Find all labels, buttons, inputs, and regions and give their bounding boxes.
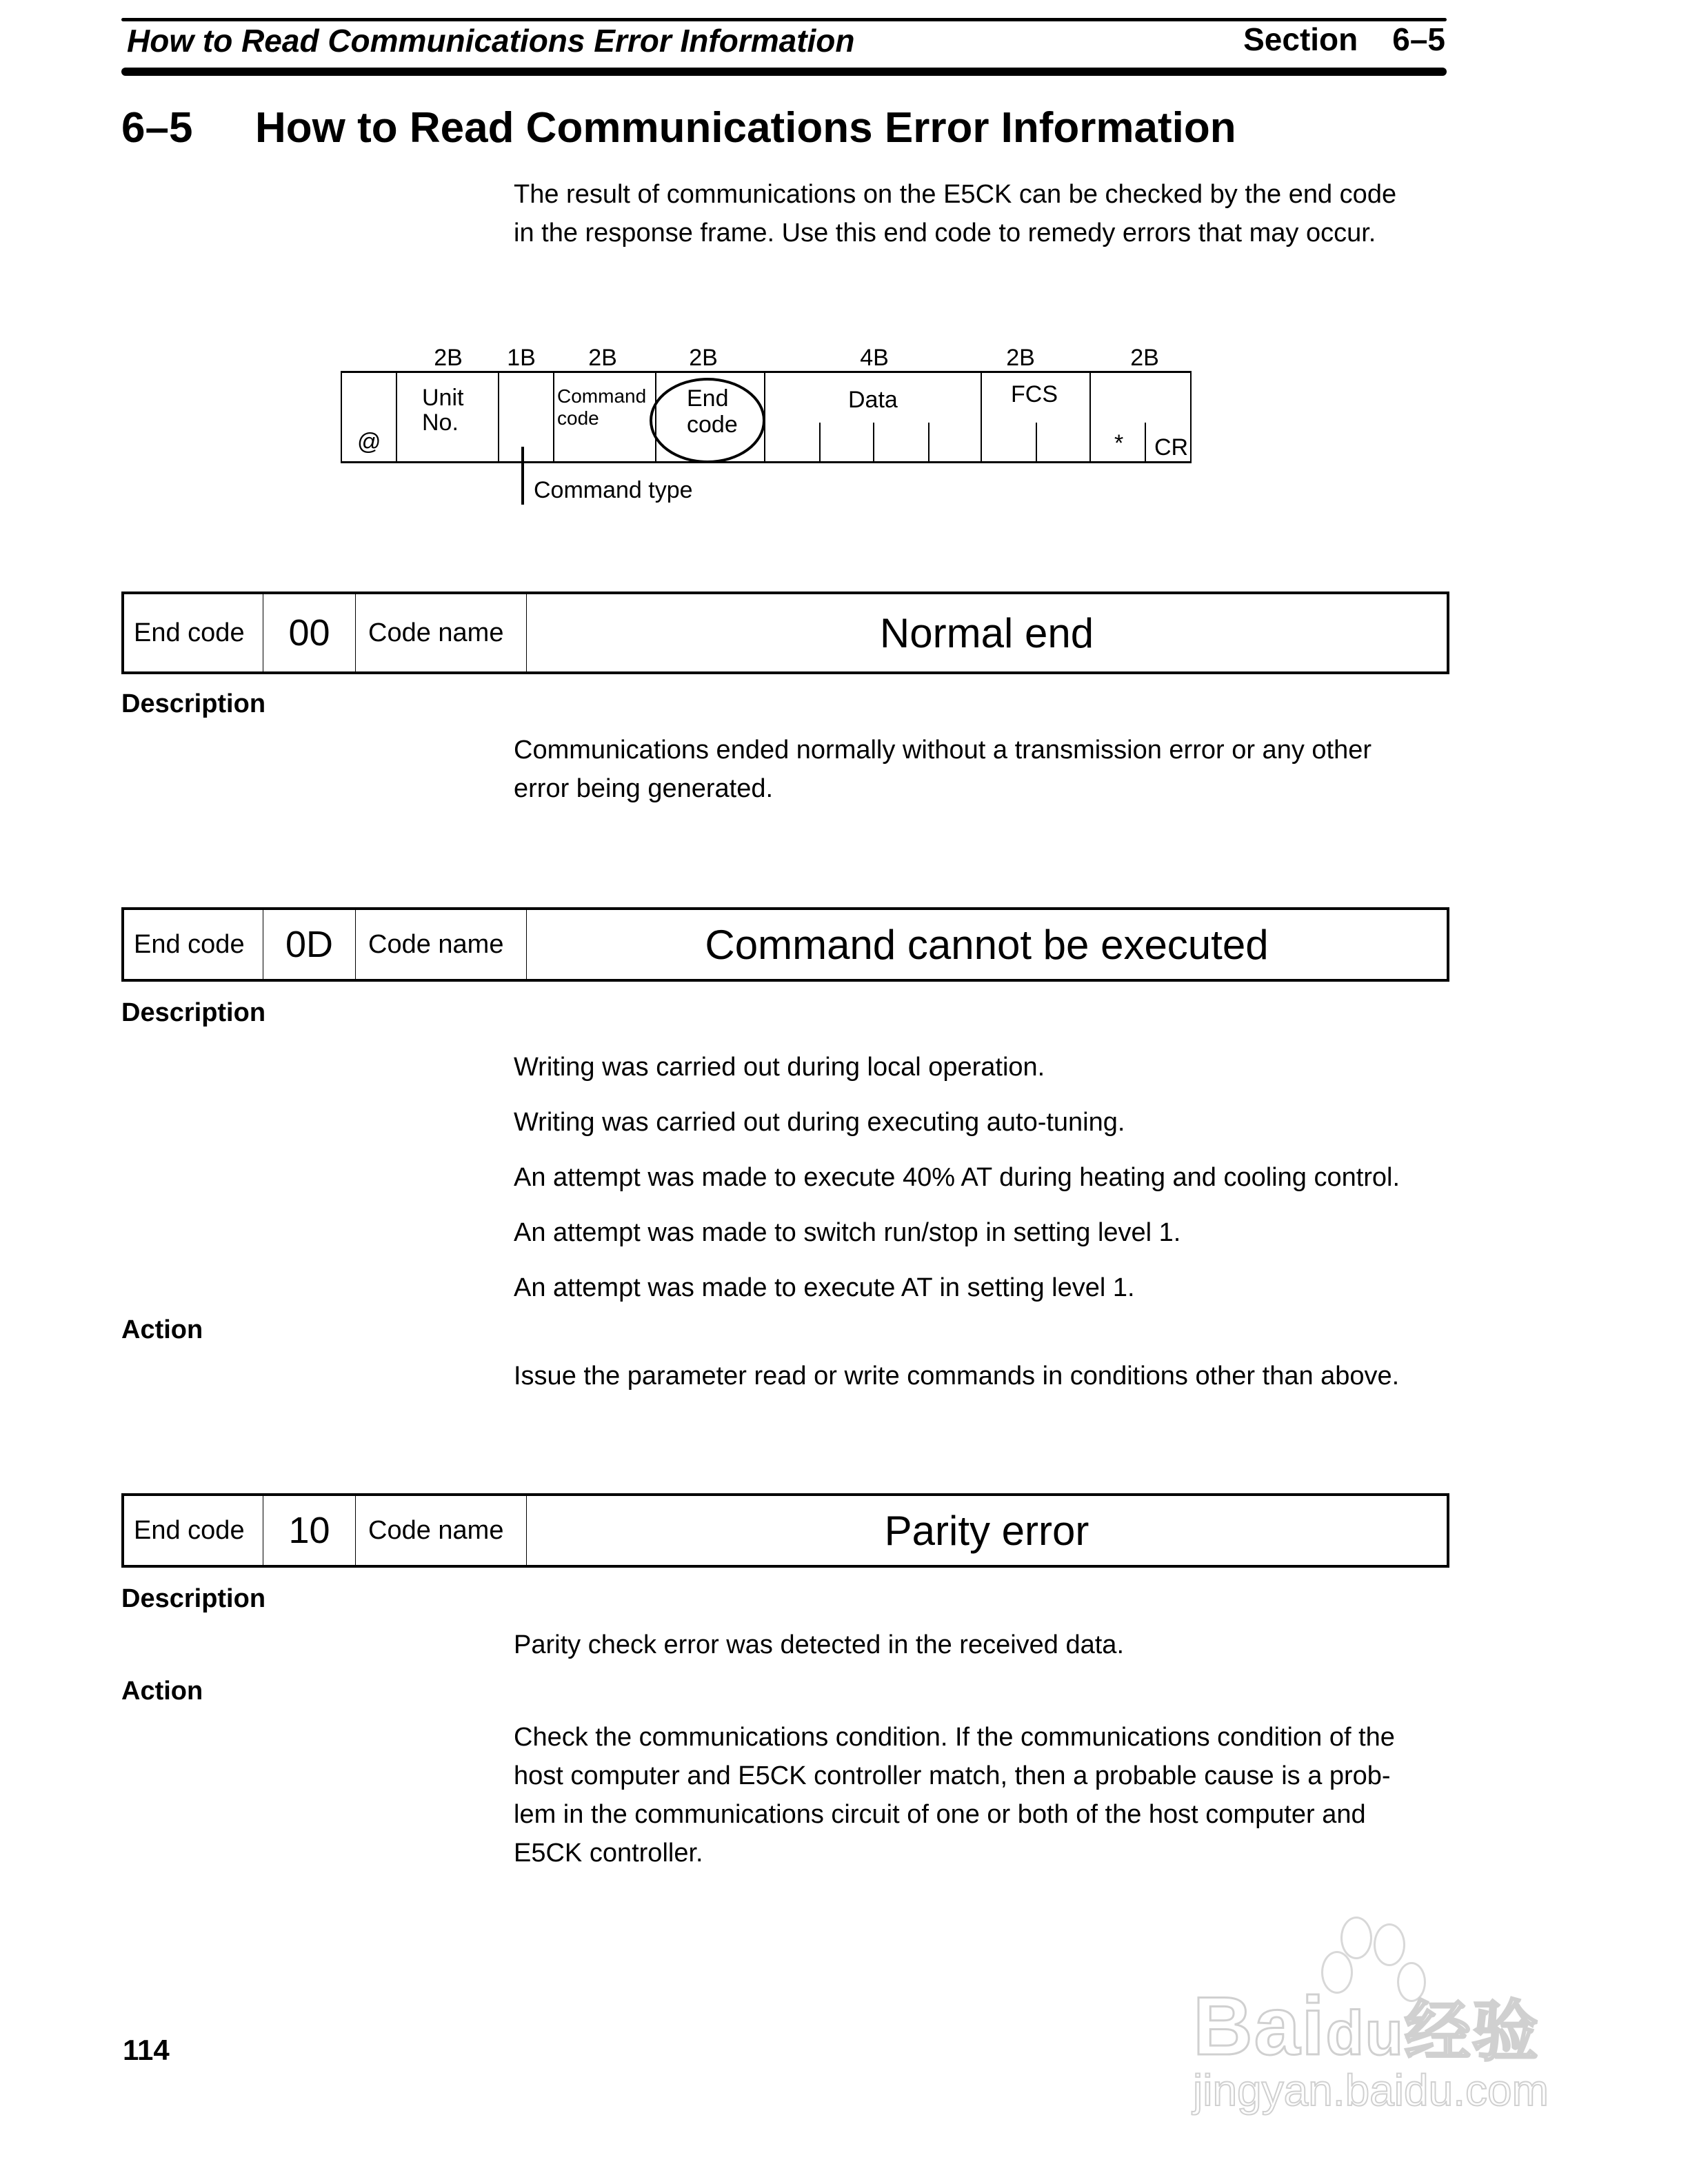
action-line: Issue the parameter read or write commands in conditions other than above. xyxy=(514,1362,1400,1391)
at-sign: @ xyxy=(357,429,381,455)
baidu-jingyan-watermark xyxy=(1193,1917,1579,2123)
description-line: Writing was carried out during local operation. xyxy=(514,1053,1045,1082)
byte-label: 2B xyxy=(689,345,718,371)
intro-line: in the response frame. Use this end code to remedy errors that may occur. xyxy=(514,219,1376,247)
code-name-value: Parity error xyxy=(884,1507,1089,1554)
command-code-line2: code xyxy=(557,407,599,429)
frame-field-start xyxy=(342,373,397,461)
command-code-line1: Command xyxy=(557,385,647,407)
description-line: error being generated. xyxy=(514,774,774,803)
action-line: lem in the communications circuit of one or both of the host computer and xyxy=(514,1800,1366,1829)
end-code-value: 10 xyxy=(263,1496,356,1565)
code-name-label: Code name xyxy=(356,910,527,979)
paw-toe-icon xyxy=(1374,1923,1405,1966)
fcs-label: FCS xyxy=(1011,381,1058,407)
end-code-label: End code xyxy=(124,910,263,979)
frame-field-command-type xyxy=(499,373,554,461)
byte-label: 2B xyxy=(1006,345,1035,371)
frame-field-data xyxy=(765,373,982,461)
paw-toe-icon xyxy=(1340,1917,1372,1959)
byte-label: 1B xyxy=(507,345,536,371)
header-bottom-rule xyxy=(121,68,1447,76)
end-code-value: 0D xyxy=(263,910,356,979)
section-number: 6–5 xyxy=(1392,21,1445,57)
end-code-label: End code xyxy=(124,594,263,671)
frame-field-unit-no xyxy=(397,373,499,461)
end-code-table-10 xyxy=(121,1493,1449,1568)
code-name-label: Code name xyxy=(356,594,527,671)
frame-field-fcs xyxy=(982,373,1091,461)
action-line: Check the communications condition. If the communications condition of the xyxy=(514,1723,1395,1752)
end-code-highlight-oval xyxy=(650,378,765,463)
description-line: Parity check error was detected in the received data. xyxy=(514,1630,1125,1659)
watermark-brand: Baidu经验 xyxy=(1193,1980,1540,2072)
unit-no-line1: Unit xyxy=(422,385,464,411)
watermark-url: jingyan.baidu.com xyxy=(1193,2065,1549,2115)
code-name-label: Code name xyxy=(356,1496,527,1565)
end-code-line2: code xyxy=(687,412,738,438)
code-name-value: Normal end xyxy=(879,609,1094,656)
description-text xyxy=(514,1626,1451,1664)
action-line: E5CK controller. xyxy=(514,1839,703,1868)
end-code-value: 00 xyxy=(263,594,356,671)
data-label: Data xyxy=(848,387,898,413)
end-code-table-0D xyxy=(121,907,1449,982)
frame-box xyxy=(341,371,1192,463)
byte-divider xyxy=(873,423,874,461)
frame-field-command-code xyxy=(554,373,656,461)
description-text xyxy=(514,1040,1451,1315)
asterisk: * xyxy=(1114,430,1124,456)
action-heading: Action xyxy=(121,1677,203,1706)
byte-label: 4B xyxy=(860,345,889,371)
description-line: Communications ended normally without a transmission error or any other xyxy=(514,736,1372,765)
command-type-leader-line xyxy=(521,447,524,505)
byte-divider xyxy=(819,423,821,461)
action-line: host computer and E5CK controller match, then a probable cause is a prob- xyxy=(514,1761,1391,1790)
byte-divider xyxy=(1145,423,1146,461)
byte-label: 2B xyxy=(434,345,463,371)
end-code-table-00 xyxy=(121,592,1449,674)
end-code-line1: End xyxy=(687,385,729,412)
unit-no-line2: No. xyxy=(422,410,459,436)
response-frame-diagram xyxy=(341,345,1196,517)
description-line: An attempt was made to switch run/stop in setting level 1. xyxy=(514,1218,1181,1247)
intro-paragraph xyxy=(514,175,1451,252)
action-text xyxy=(514,1718,1451,1872)
frame-field-terminator xyxy=(1091,373,1192,461)
byte-label: 2B xyxy=(588,345,617,371)
section-label: Section xyxy=(1243,21,1358,57)
action-heading: Action xyxy=(121,1315,203,1344)
description-line: An attempt was made to execute 40% AT during heating and cooling control. xyxy=(514,1163,1400,1192)
end-code-label: End code xyxy=(124,1496,263,1565)
description-text xyxy=(514,731,1451,808)
byte-divider xyxy=(1036,423,1037,461)
description-line: An attempt was made to execute AT in setting level 1. xyxy=(514,1273,1135,1302)
action-text xyxy=(514,1357,1451,1395)
intro-line: The result of communications on the E5CK can be checked by the end code xyxy=(514,180,1397,209)
section-title-number: 6–5 xyxy=(121,104,193,152)
description-heading: Description xyxy=(121,689,266,718)
description-heading: Description xyxy=(121,1584,266,1613)
cr-label: CR xyxy=(1154,434,1189,461)
page-number: 114 xyxy=(123,2034,170,2066)
byte-label: 2B xyxy=(1130,345,1159,371)
code-name-value: Command cannot be executed xyxy=(705,921,1269,968)
running-header-section xyxy=(1243,21,1445,58)
running-header-title: How to Read Communications Error Information xyxy=(127,23,855,59)
byte-divider xyxy=(928,423,930,461)
description-line: Writing was carried out during executing auto-tuning. xyxy=(514,1108,1125,1137)
section-title: How to Read Communications Error Information xyxy=(255,104,1236,152)
command-type-label: Command type xyxy=(534,477,693,503)
description-heading: Description xyxy=(121,998,266,1027)
